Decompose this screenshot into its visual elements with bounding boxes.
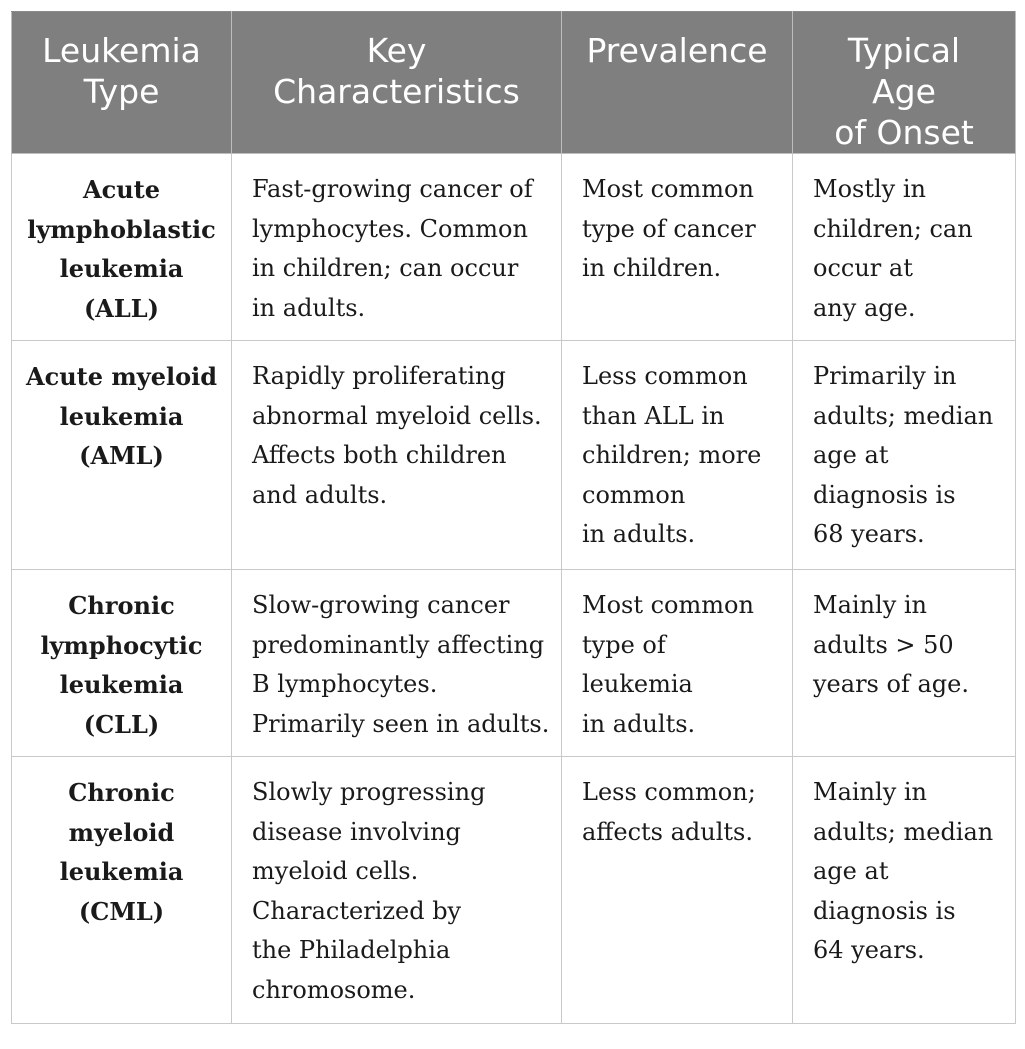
cell-prevalence: Most common type of cancer in children. [562,154,793,341]
cell-type: Acute lymphoblastic leukemia (ALL) [12,154,232,341]
cell-prevalence: Less common than ALL in children; more common in adults. [562,341,793,570]
header-leukemia-type: Leukemia Type [12,12,232,154]
cell-characteristics: Fast-growing cancer of lymphocytes. Common in children; can occur in adults. [232,154,562,341]
cell-prevalence: Most common type of leukemia in adults. [562,570,793,757]
cell-type: Acute myeloid leukemia (AML) [12,341,232,570]
table-row-cll [12,570,1016,757]
cell-onset: Primarily in adults; median age at diagnosis is 68 years. [793,341,1016,570]
cell-onset: Mainly in adults; median age at diagnosis is 64 years. [793,757,1016,1024]
cell-prevalence: Less common; affects adults. [562,757,793,1024]
cell-characteristics: Rapidly proliferating abnormal myeloid cells. Affects both children and adults. [232,341,562,570]
leukemia-table [11,11,1016,1024]
header-typical-age-of-onset: Typical Age of Onset [793,12,1016,154]
cell-characteristics: Slowly progressing disease involving myeloid cells. Characterized by the Philadelphia chromosome. [232,757,562,1024]
header-key-characteristics: Key Characteristics [232,12,562,154]
cell-onset: Mainly in adults > 50 years of age. [793,570,1016,757]
table-row-cml [12,757,1016,1024]
cell-characteristics: Slow-growing cancer predominantly affecting B lymphocytes. Primarily seen in adults. [232,570,562,757]
cell-type: Chronic myeloid leukemia (CML) [12,757,232,1024]
table-row-all [12,154,1016,341]
header-prevalence: Prevalence [562,12,793,154]
cell-onset: Mostly in children; can occur at any age. [793,154,1016,341]
table-row-aml [12,341,1016,570]
cell-type: Chronic lymphocytic leukemia (CLL) [12,570,232,757]
header-row [12,12,1016,154]
